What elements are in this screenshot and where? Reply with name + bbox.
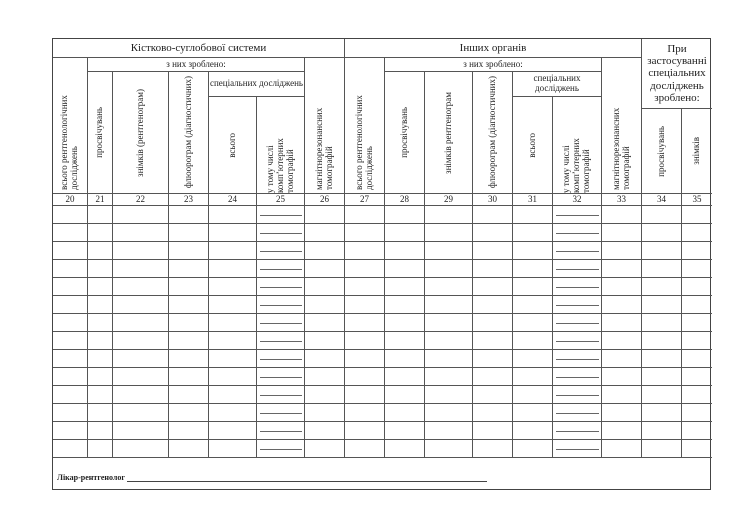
cell-split-line: [556, 287, 599, 288]
grid-cell[interactable]: [345, 224, 385, 242]
grid-cell[interactable]: [53, 422, 88, 440]
col-25-header: у тому числі комп’ютерних томографій: [257, 97, 305, 194]
cell-split-line: [260, 377, 302, 378]
grid-cell[interactable]: [642, 206, 682, 224]
grid-cell[interactable]: [169, 350, 209, 368]
grid-cell[interactable]: [209, 404, 257, 422]
grid-cell[interactable]: [385, 440, 425, 458]
grid-cell[interactable]: [345, 242, 385, 260]
grid-cell[interactable]: [169, 368, 209, 386]
grid-cell[interactable]: [642, 332, 682, 350]
grid-cell[interactable]: [169, 314, 209, 332]
column-number-23: 23: [169, 194, 209, 206]
grid-cell[interactable]: [473, 314, 513, 332]
header-special-other: спеціальних досліджень: [513, 72, 602, 97]
grid-cell[interactable]: [425, 350, 473, 368]
grid-cell[interactable]: [473, 350, 513, 368]
grid-cell[interactable]: [473, 296, 513, 314]
grid-cell[interactable]: [305, 314, 345, 332]
grid-cell[interactable]: [602, 260, 642, 278]
grid-cell[interactable]: [209, 296, 257, 314]
cell-split-line: [556, 305, 599, 306]
grid-cell[interactable]: [209, 368, 257, 386]
grid-cell[interactable]: [385, 332, 425, 350]
grid-cell[interactable]: [53, 404, 88, 422]
grid-cell[interactable]: [513, 368, 553, 386]
grid-cell[interactable]: [305, 350, 345, 368]
grid-cell[interactable]: [305, 368, 345, 386]
grid-cell[interactable]: [209, 386, 257, 404]
col-34-header: просвічувань: [642, 109, 682, 194]
col-23-header: флюорограм (діагностичних): [169, 72, 209, 194]
grid-cell[interactable]: [88, 260, 113, 278]
cell-split-line: [260, 287, 302, 288]
column-number-27: 27: [345, 194, 385, 206]
grid-cell[interactable]: [513, 224, 553, 242]
grid-cell[interactable]: [473, 332, 513, 350]
grid-cell[interactable]: [513, 314, 553, 332]
header-other-organs: Інших органів: [345, 39, 642, 58]
grid-cell[interactable]: [425, 404, 473, 422]
grid-cell[interactable]: [425, 296, 473, 314]
grid-cell[interactable]: [385, 350, 425, 368]
grid-cell[interactable]: [305, 242, 345, 260]
grid-cell[interactable]: [642, 368, 682, 386]
grid-cell[interactable]: [88, 368, 113, 386]
grid-cell[interactable]: [425, 332, 473, 350]
grid-cell[interactable]: [88, 278, 113, 296]
grid-cell[interactable]: [473, 440, 513, 458]
grid-cell[interactable]: [642, 242, 682, 260]
grid-cell[interactable]: [53, 386, 88, 404]
grid-cell[interactable]: [209, 206, 257, 224]
col-35-header: знімків: [682, 109, 712, 194]
cell-split-line: [260, 413, 302, 414]
grid-cell[interactable]: [345, 440, 385, 458]
col-30-header: флюорограм (діагностичних): [473, 72, 513, 194]
cell-split-line: [260, 233, 302, 234]
header-bone-system: Кістково-суглобової системи: [53, 39, 345, 58]
grid-cell[interactable]: [642, 260, 682, 278]
grid-cell[interactable]: [602, 440, 642, 458]
grid-cell[interactable]: [642, 314, 682, 332]
grid-cell[interactable]: [602, 224, 642, 242]
grid-cell[interactable]: [682, 368, 712, 386]
cell-split-line: [556, 449, 599, 450]
grid-cell[interactable]: [425, 224, 473, 242]
grid-cell[interactable]: [513, 206, 553, 224]
grid-cell[interactable]: [385, 314, 425, 332]
cell-split-line: [260, 395, 302, 396]
grid-cell[interactable]: [53, 260, 88, 278]
column-number-30: 30: [473, 194, 513, 206]
grid-cell[interactable]: [385, 404, 425, 422]
col-22-header: знімків (рентгенограм): [113, 72, 169, 194]
column-number-24: 24: [209, 194, 257, 206]
grid-cell[interactable]: [88, 440, 113, 458]
grid-cell[interactable]: [602, 422, 642, 440]
grid-cell[interactable]: [305, 404, 345, 422]
grid-cell[interactable]: [53, 332, 88, 350]
grid-cell[interactable]: [425, 368, 473, 386]
grid-cell[interactable]: [642, 224, 682, 242]
column-number-34: 34: [642, 194, 682, 206]
column-number-25: 25: [257, 194, 305, 206]
grid-cell[interactable]: [113, 260, 169, 278]
cell-split-line: [556, 251, 599, 252]
grid-cell[interactable]: [53, 350, 88, 368]
grid-cell[interactable]: [385, 422, 425, 440]
grid-cell[interactable]: [425, 440, 473, 458]
grid-cell[interactable]: [209, 314, 257, 332]
grid-cell[interactable]: [602, 242, 642, 260]
grid-cell[interactable]: [425, 260, 473, 278]
grid-cell[interactable]: [385, 242, 425, 260]
grid-cell[interactable]: [682, 314, 712, 332]
cell-split-line: [260, 215, 302, 216]
grid-cell[interactable]: [113, 368, 169, 386]
grid-cell[interactable]: [88, 404, 113, 422]
grid-cell[interactable]: [513, 404, 553, 422]
grid-cell[interactable]: [425, 278, 473, 296]
grid-cell[interactable]: [682, 350, 712, 368]
grid-cell[interactable]: [169, 278, 209, 296]
cell-split-line: [556, 323, 599, 324]
grid-cell[interactable]: [209, 260, 257, 278]
grid-cell[interactable]: [602, 206, 642, 224]
col-27-header: всього рентгенологічних досліджень: [345, 58, 385, 194]
grid-cell[interactable]: [682, 278, 712, 296]
col-24-header: всього: [209, 97, 257, 194]
cell-split-line: [556, 359, 599, 360]
grid-cell[interactable]: [169, 206, 209, 224]
grid-cell[interactable]: [113, 350, 169, 368]
header-special-use: При застосуванні спеціальних досліджень зроблено:: [642, 39, 712, 109]
col-31-header: всього: [513, 97, 553, 194]
cell-split-line: [260, 341, 302, 342]
cell-split-line: [260, 431, 302, 432]
grid-cell[interactable]: [88, 242, 113, 260]
grid-cell[interactable]: [345, 296, 385, 314]
grid-cell[interactable]: [642, 296, 682, 314]
column-number-29: 29: [425, 194, 473, 206]
grid-cell[interactable]: [682, 224, 712, 242]
cell-split-line: [556, 395, 599, 396]
grid-cell[interactable]: [473, 206, 513, 224]
grid-cell[interactable]: [88, 332, 113, 350]
grid-cell[interactable]: [642, 278, 682, 296]
grid-cell[interactable]: [602, 350, 642, 368]
grid-cell[interactable]: [473, 368, 513, 386]
grid-cell[interactable]: [513, 296, 553, 314]
grid-cell[interactable]: [169, 422, 209, 440]
grid-cell[interactable]: [209, 242, 257, 260]
grid-cell[interactable]: [88, 422, 113, 440]
col-26-header: магнітнорезонансних томографій: [305, 58, 345, 194]
grid-cell[interactable]: [113, 404, 169, 422]
grid-cell[interactable]: [642, 440, 682, 458]
grid-cell[interactable]: [473, 386, 513, 404]
column-number-35: 35: [682, 194, 712, 206]
grid-cell[interactable]: [473, 260, 513, 278]
grid-cell[interactable]: [513, 440, 553, 458]
grid-cell[interactable]: [305, 206, 345, 224]
grid-cell[interactable]: [473, 224, 513, 242]
grid-cell[interactable]: [305, 386, 345, 404]
grid-cell[interactable]: [642, 386, 682, 404]
grid-cell[interactable]: [682, 206, 712, 224]
report-form-table: [52, 38, 711, 490]
col-28-header: просвічувань: [385, 72, 425, 194]
header-done-of-them-bone: з них зроблено:: [88, 58, 305, 72]
grid-cell[interactable]: [513, 422, 553, 440]
grid-cell[interactable]: [345, 422, 385, 440]
grid-cell[interactable]: [88, 314, 113, 332]
grid-cell[interactable]: [345, 386, 385, 404]
grid-cell[interactable]: [345, 260, 385, 278]
grid-cell[interactable]: [169, 386, 209, 404]
col-21-header: просвічувань: [88, 72, 113, 194]
grid-cell[interactable]: [682, 332, 712, 350]
grid-cell[interactable]: [682, 386, 712, 404]
grid-cell[interactable]: [53, 296, 88, 314]
grid-cell[interactable]: [385, 224, 425, 242]
grid-cell[interactable]: [473, 242, 513, 260]
signature-blank[interactable]: [127, 473, 487, 482]
grid-cell[interactable]: [113, 278, 169, 296]
grid-cell[interactable]: [602, 278, 642, 296]
cell-split-line: [556, 269, 599, 270]
grid-cell[interactable]: [113, 332, 169, 350]
grid-cell[interactable]: [513, 278, 553, 296]
grid-cell[interactable]: [345, 404, 385, 422]
grid-cell[interactable]: [602, 368, 642, 386]
grid-cell[interactable]: [682, 296, 712, 314]
header-special-bone: спеціальних досліджень: [209, 72, 305, 97]
column-number-28: 28: [385, 194, 425, 206]
cell-split-line: [260, 323, 302, 324]
grid-cell[interactable]: [513, 386, 553, 404]
grid-cell[interactable]: [602, 404, 642, 422]
grid-cell[interactable]: [88, 386, 113, 404]
column-number-26: 26: [305, 194, 345, 206]
grid-cell[interactable]: [385, 368, 425, 386]
grid-cell[interactable]: [305, 278, 345, 296]
grid-cell[interactable]: [169, 404, 209, 422]
grid-cell[interactable]: [305, 440, 345, 458]
grid-cell[interactable]: [209, 440, 257, 458]
grid-cell[interactable]: [113, 314, 169, 332]
grid-cell[interactable]: [209, 422, 257, 440]
grid-cell[interactable]: [169, 332, 209, 350]
cell-split-line: [260, 269, 302, 270]
col-29-header: знімків рентгенограм: [425, 72, 473, 194]
grid-cell[interactable]: [209, 332, 257, 350]
grid-cell[interactable]: [113, 224, 169, 242]
grid-cell[interactable]: [53, 242, 88, 260]
grid-cell[interactable]: [345, 206, 385, 224]
grid-cell[interactable]: [88, 350, 113, 368]
grid-cell[interactable]: [169, 224, 209, 242]
grid-cell[interactable]: [473, 404, 513, 422]
grid-cell[interactable]: [345, 332, 385, 350]
grid-cell[interactable]: [209, 350, 257, 368]
grid-cell[interactable]: [642, 404, 682, 422]
grid-cell[interactable]: [88, 224, 113, 242]
cell-split-line: [556, 341, 599, 342]
grid-cell[interactable]: [53, 224, 88, 242]
grid-cell[interactable]: [682, 422, 712, 440]
column-number-31: 31: [513, 194, 553, 206]
cell-split-line: [260, 251, 302, 252]
grid-cell[interactable]: [53, 314, 88, 332]
cell-split-line: [556, 413, 599, 414]
grid-cell[interactable]: [385, 206, 425, 224]
grid-cell[interactable]: [305, 296, 345, 314]
grid-cell[interactable]: [385, 386, 425, 404]
grid-cell[interactable]: [53, 368, 88, 386]
grid-cell[interactable]: [209, 224, 257, 242]
doctor-signature-line: Лікар-рентгенолог: [57, 473, 487, 482]
col-20-header: всього рентгенологічних досліджень: [53, 58, 88, 194]
cell-split-line: [556, 377, 599, 378]
grid-cell[interactable]: [169, 296, 209, 314]
cell-split-line: [260, 305, 302, 306]
grid-cell[interactable]: [305, 224, 345, 242]
cell-split-line: [260, 449, 302, 450]
grid-cell[interactable]: [88, 206, 113, 224]
grid-cell[interactable]: [305, 260, 345, 278]
grid-cell[interactable]: [113, 296, 169, 314]
grid-cell[interactable]: [209, 278, 257, 296]
header-done-of-them-other: з них зроблено:: [385, 58, 602, 72]
grid-cell[interactable]: [385, 278, 425, 296]
grid-cell[interactable]: [473, 278, 513, 296]
grid-cell[interactable]: [53, 278, 88, 296]
grid-cell[interactable]: [602, 314, 642, 332]
grid-cell[interactable]: [345, 314, 385, 332]
col-32-header: у тому числі комп’ютерних томографій: [553, 97, 602, 194]
grid-cell[interactable]: [642, 422, 682, 440]
grid-cell[interactable]: [113, 440, 169, 458]
grid-cell[interactable]: [345, 278, 385, 296]
grid-cell[interactable]: [345, 368, 385, 386]
grid-cell[interactable]: [513, 350, 553, 368]
grid-cell[interactable]: [425, 206, 473, 224]
grid-cell[interactable]: [113, 422, 169, 440]
grid-cell[interactable]: [682, 242, 712, 260]
grid-cell[interactable]: [602, 332, 642, 350]
grid-cell[interactable]: [425, 422, 473, 440]
cell-split-line: [556, 215, 599, 216]
grid-cell[interactable]: [602, 386, 642, 404]
grid-cell[interactable]: [169, 440, 209, 458]
grid-cell[interactable]: [602, 296, 642, 314]
column-number-22: 22: [113, 194, 169, 206]
grid-cell[interactable]: [169, 260, 209, 278]
grid-cell[interactable]: [513, 242, 553, 260]
grid-cell[interactable]: [113, 386, 169, 404]
grid-cell[interactable]: [513, 260, 553, 278]
grid-cell[interactable]: [53, 440, 88, 458]
grid-cell[interactable]: [113, 206, 169, 224]
grid-cell[interactable]: [425, 314, 473, 332]
cell-split-line: [556, 233, 599, 234]
grid-cell[interactable]: [53, 206, 88, 224]
grid-cell[interactable]: [345, 350, 385, 368]
grid-cell[interactable]: [513, 332, 553, 350]
grid-cell[interactable]: [682, 260, 712, 278]
grid-cell[interactable]: [682, 404, 712, 422]
grid-cell[interactable]: [113, 242, 169, 260]
grid-cell[interactable]: [425, 242, 473, 260]
grid-cell[interactable]: [473, 422, 513, 440]
grid-cell[interactable]: [88, 296, 113, 314]
grid-cell[interactable]: [642, 350, 682, 368]
cell-split-line: [260, 359, 302, 360]
grid-cell[interactable]: [169, 242, 209, 260]
column-number-21: 21: [88, 194, 113, 206]
column-number-20: 20: [53, 194, 88, 206]
grid-cell[interactable]: [385, 260, 425, 278]
column-number-32: 32: [553, 194, 602, 206]
grid-cell[interactable]: [385, 296, 425, 314]
col-33-header: магнітнорезонансних томографій: [602, 58, 642, 194]
column-number-33: 33: [602, 194, 642, 206]
cell-split-line: [556, 431, 599, 432]
grid-cell[interactable]: [305, 332, 345, 350]
grid-cell[interactable]: [305, 422, 345, 440]
grid-cell[interactable]: [682, 440, 712, 458]
grid-cell[interactable]: [425, 386, 473, 404]
